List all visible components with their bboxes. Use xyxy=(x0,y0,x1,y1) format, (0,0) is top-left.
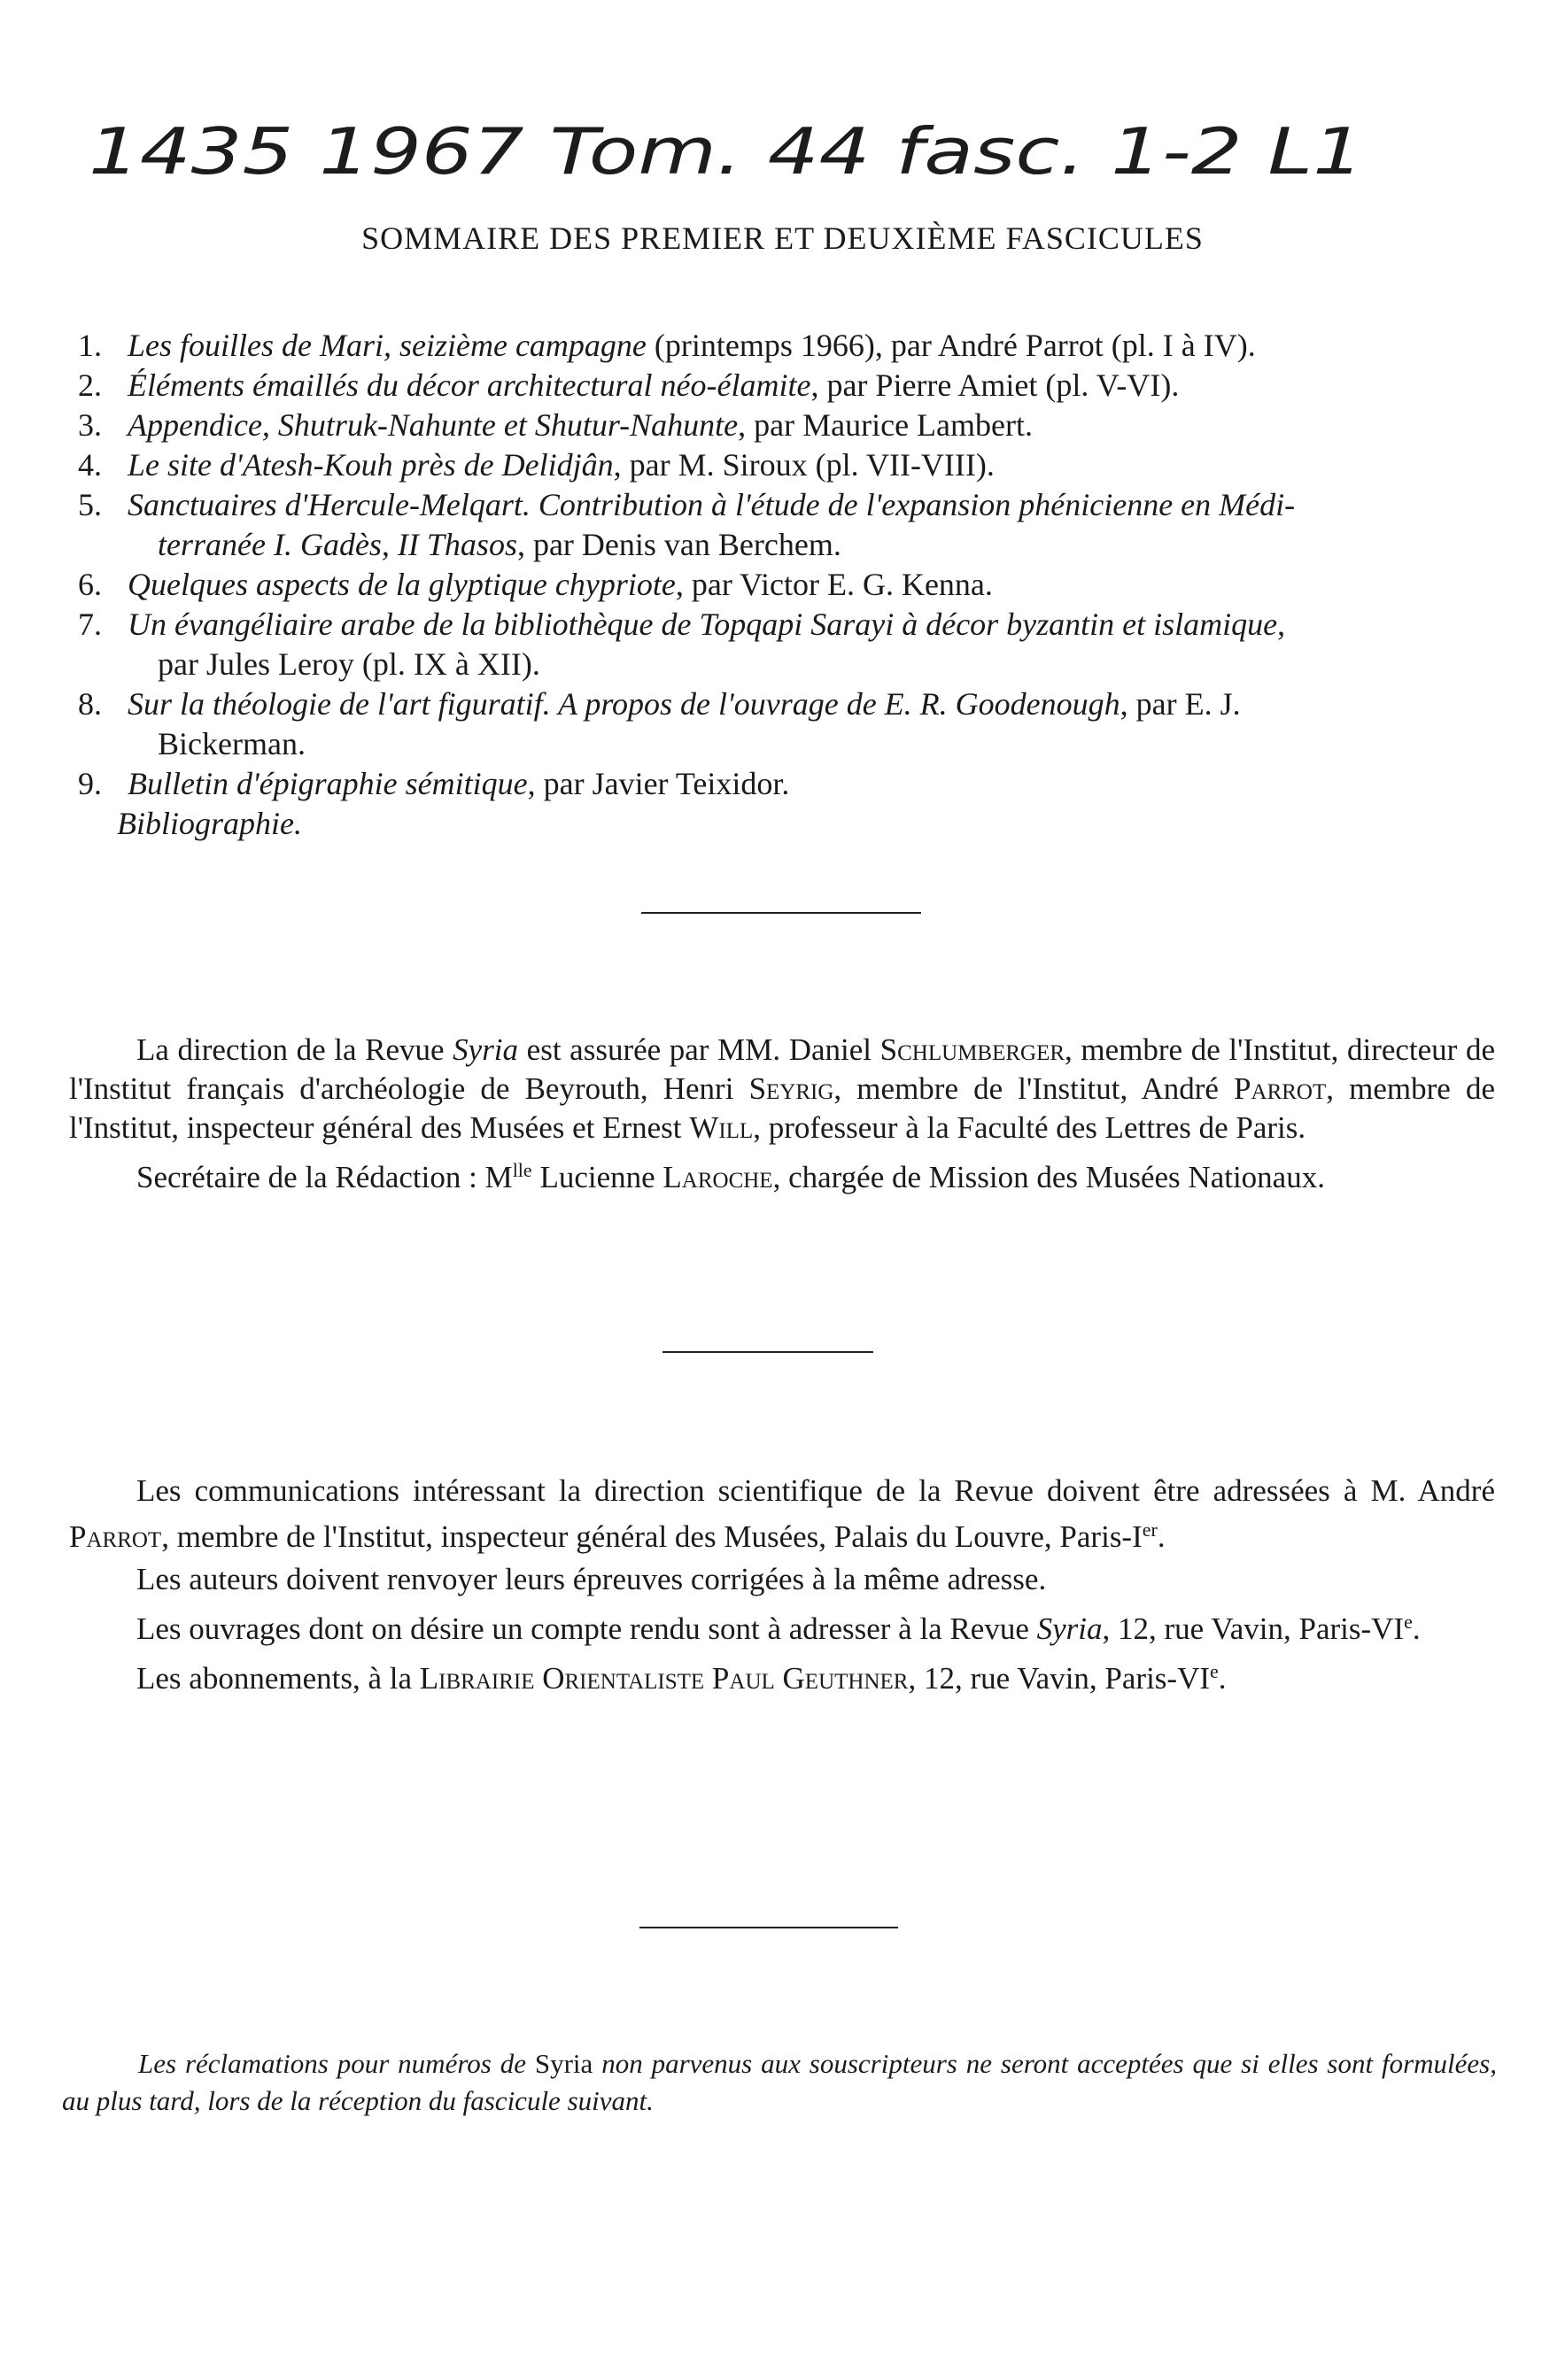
toc-item: 9. Bulletin d'épigraphie sémitique, par Javier Teixidor. xyxy=(78,766,790,801)
toc-item: 4. Le site d'Atesh-Kouh près de Delidjân, par M. Siroux (pl. VII-VIII). xyxy=(78,447,995,483)
toc-item: 5. Sanctuaires d'Hercule-Melqart. Contribution à l'étude de l'expansion phénicienne en Médi- terranée I. Gadès, II Thasos, par Denis van Berchem. xyxy=(78,487,1296,562)
authors-paragraph: Les auteurs doivent renvoyer leurs épreuves corrigées à la même adresse. xyxy=(136,1562,1047,1596)
direction-paragraph: La direction de la Revue Syria est assurée par MM. Daniel Schlumberger, membre de l'Institut, directeur de l'Institut français d'archéologie de Beyrouth, Henri Seyrig, membre de l'Institut, André Parrot, membre de l'Institut, inspecteur général des Musées et Ernest Will, professeur à la Faculté des Lettres de Paris. xyxy=(69,1032,1495,1145)
handwritten-annotation xyxy=(89,104,1382,202)
communications-section xyxy=(69,1472,1495,1702)
toc-item: 6. Quelques aspects de la glyptique chypriote, par Victor E. G. Kenna. xyxy=(78,567,993,602)
claims-notice: Les réclamations pour numéros de Syria non parvenus aux souscripteurs ne seront acceptées que si elles sont formulées, au plus tard, lors de la réception du fascicule suivant. xyxy=(62,2048,1497,2116)
svg-text:1435 1967 Tom. 44 fasc. 1-2 L1: 1435 1967 Tom. 44 fasc. 1-2 L1 xyxy=(89,114,1364,189)
communications-paragraph: Les communications intéressant la direction scientifique de la Revue doivent être adressées à M. André Parrot, membre de l'Institut, inspecteur général des Musées, Palais du Louvre, Paris-Ier. xyxy=(69,1473,1495,1554)
subscriptions-paragraph: Les abonnements, à la Librairie Orientaliste Paul Geuthner, 12, rue Vavin, Paris-VIe. xyxy=(136,1660,1227,1696)
direction-section xyxy=(69,1031,1495,1201)
page-title: SOMMAIRE DES PREMIER ET DEUXIÈME FASCICULES xyxy=(361,220,1204,256)
toc-bibliography: Bibliographie. xyxy=(117,806,302,841)
toc-item: 2. Éléments émaillés du décor architectural néo-élamite, par Pierre Amiet (pl. V-VI). xyxy=(78,367,1180,403)
handwritten-signature-icon xyxy=(89,104,1382,202)
secretary-paragraph: Secrétaire de la Rédaction : $M^{lle}$ Lucienne Laroche, chargée de Mission des Musées Nationaux. xyxy=(136,1159,1325,1194)
toc-item: 7. Un évangéliaire arabe de la bibliothèque de Topqapi Sarayi à décor byzantin et islamique, par Jules Leroy (pl. IX à XII). xyxy=(78,607,1286,682)
toc-item: 3. Appendice, Shutruk-Nahunte et Shutur-Nahunte, par Maurice Lambert. xyxy=(78,407,1033,443)
toc-item: 8. Sur la théologie de l'art figuratif. A propos de l'ouvrage de E. R. Goodenough, par E. J. Bickerman. xyxy=(78,686,1241,761)
toc-item: 1. Les fouilles de Mari, seizième campagne (printemps 1966), par André Parrot (pl. I à IV). xyxy=(78,328,1256,363)
reviews-paragraph: Les ouvrages dont on désire un compte rendu sont à adresser à la Revue Syria, 12, rue Vavin, Paris-VIe. xyxy=(136,1611,1421,1646)
table-of-contents xyxy=(78,326,1495,844)
divider xyxy=(639,1927,898,1928)
divider xyxy=(662,1351,873,1353)
divider xyxy=(641,912,921,914)
